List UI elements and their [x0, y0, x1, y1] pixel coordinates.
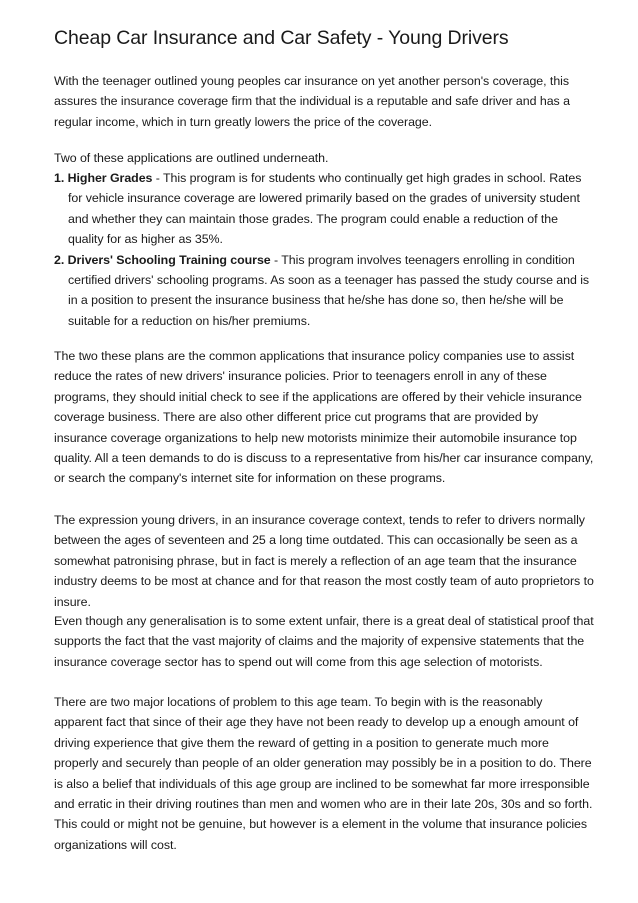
program-list [54, 168, 594, 331]
list-intro: Two of these applications are outlined underneath. [54, 151, 329, 165]
intro-paragraph: With the teenager outlined young peoples car insurance on yet another person's coverage, this assures the insurance coverage firm that the individual is a reputable and safe driver and has a regular income, which in turn greatly lowers the price of the coverage. [54, 74, 570, 129]
program-number: 2. [54, 252, 65, 267]
program-number: 1. [54, 171, 65, 185]
body-paragraph: There are two major locations of problem to this age team. To begin with is the reasonably apparent fact that since of their age they have not been ready to develop up a enough amount of driving experience that give them the reward of getting in a position to generate much more properly and securely than people of an older generation may possibly be in a position to do. There is also a belief that individuals of this age group are inclined to be somewhat far more irresponsible and erratic in their driving routines than men and women who are in their late 20s, 30s and so forth. This could or might not be genuine, but however is a element in the volume that insurance policies organizations will cost. [54, 695, 593, 852]
program-term: Drivers' Schooling Training course [67, 252, 271, 267]
list-item [54, 168, 594, 250]
program-description: - This program is for students who continually get high grades in school. Rates for vehicle insurance coverage are lowered primarily based on the grades of university student and whether they can maintain those grades. The program could enable a reduction of the quality for as higher as 35%. [68, 171, 582, 247]
program-description: - This program involves teenagers enrolling in condition certified drivers' schooling programs. As soon as a teenager has passed the study course and is in a position to present the insurance business that he/she has done so, then he/she will be suitable for a reduction on his/her premiums. [68, 252, 590, 328]
body-paragraph: The expression young drivers, in an insurance coverage context, tends to refer to drivers normally between the ages of seventeen and 25 a long time outdated. This can occasionally be seen as a somewhat patronising phrase, but in fact is merely a reflection of an age team that the insurance industry deems to be most at chance and for that reason the most costly team of auto proprietors to insure. [54, 513, 594, 609]
program-term: Higher Grades [67, 171, 153, 185]
body-paragraph: The two these plans are the common applications that insurance policy companies use to assist reduce the rates of new drivers' insurance policies. Prior to teenagers enroll in any of these programs, they should initial check to see if the applications are offered by their vehicle insurance coverage business. There are also other different price cut programs that are provided by insurance coverage organizations to help new motorists minimize their automobile insurance top quality. All a teen demands to do is discuss to a representative from his/her car insurance company, or search the company's internet site for information on these programs. [54, 349, 594, 486]
document-title: Cheap Car Insurance and Car Safety - Young Drivers [54, 27, 509, 49]
body-paragraph: Even though any generalisation is to some extent unfair, there is a great deal of statistical proof that supports the fact that the vast majority of claims and the majority of expensive statements that the insurance coverage sector has to spend out will come from this age selection of motorists. [54, 614, 594, 669]
list-item [54, 250, 594, 332]
